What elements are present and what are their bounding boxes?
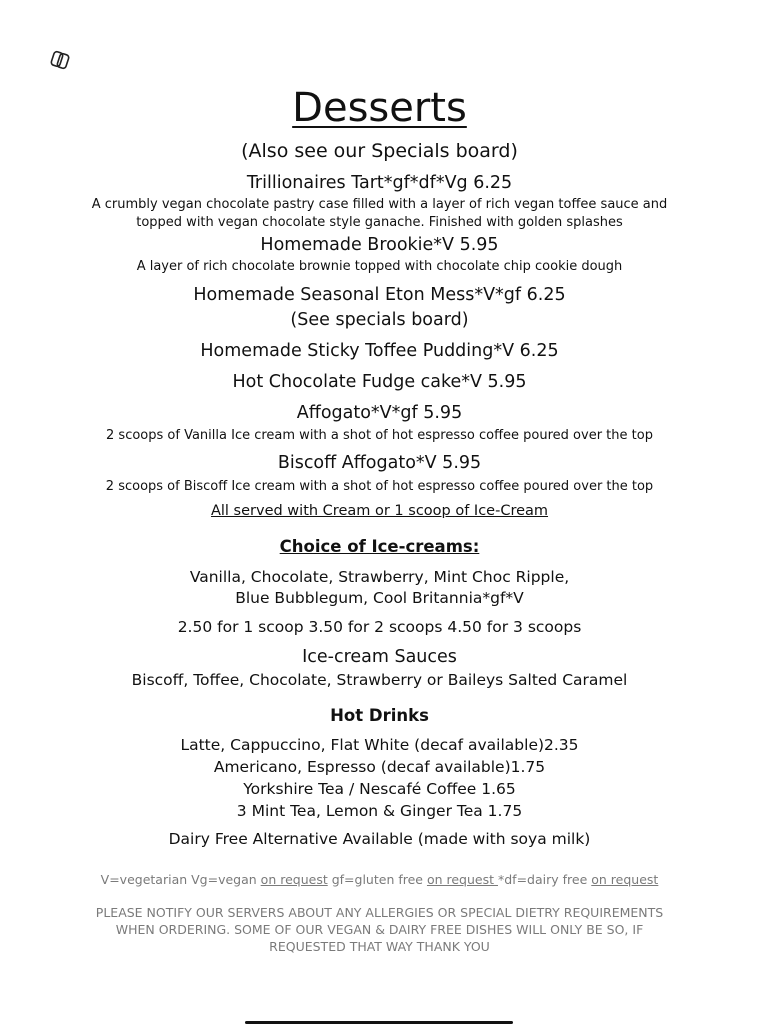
ice-cream-heading: Choice of Ice-creams: [279,537,480,556]
menu-item-note: (See specials board) [290,310,469,330]
hot-drink-line: Latte, Cappuccino, Flat White (decaf available)2.35 [180,736,579,754]
allergy-notice-line: REQUESTED THAT WAY THANK YOU [269,939,490,954]
menu-item-description: A crumbly vegan chocolate pastry case filled with a layer of rich vegan toffee sauce and [91,197,668,212]
menu-item-name: Homemade Sticky Toffee Pudding*V 6.25 [200,341,559,361]
dairy-free-note: Dairy Free Alternative Available (made with soya milk) [168,830,591,848]
legend-text: V=vegetarian Vg=vegan [100,872,261,887]
menu-item-name: Trillionaires Tart*gf*df*Vg 6.25 [246,173,513,193]
allergy-notice-line: WHEN ORDERING. SOME OF OUR VEGAN & DAIRY FREE DISHES WILL ONLY BE SO, IF [115,922,644,937]
hot-drink-line: 3 Mint Tea, Lemon & Ginger Tea 1.75 [236,802,523,820]
menu-item-name: Affogato*V*gf 5.95 [296,403,463,423]
dietary-legend [0,871,759,888]
menu-item-description: topped with vegan chocolate style ganache. Finished with golden splashes [136,215,623,230]
page-title: Desserts [292,85,467,131]
ice-cream-flavours: Vanilla, Chocolate, Strawberry, Mint Choc Ripple, [189,568,570,586]
legend-on-request: on request [591,872,659,887]
ice-cream-flavours: Blue Bubblegum, Cool Britannia*gf*V [235,589,524,607]
copilot-icon[interactable] [50,50,70,70]
menu-item-name: Homemade Seasonal Eton Mess*V*gf 6.25 [193,285,566,305]
menu-item-description: 2 scoops of Vanilla Ice cream with a shot of hot espresso coffee poured over the top [106,428,653,443]
sauces-heading: Ice-cream Sauces [302,647,457,667]
legend-on-request: on request [260,872,328,887]
hot-drinks-heading: Hot Drinks [330,706,429,725]
sauces-list: Biscoff, Toffee, Chocolate, Strawberry or Baileys Salted Caramel [131,671,628,689]
allergy-notice-line: PLEASE NOTIFY OUR SERVERS ABOUT ANY ALLERGIES OR SPECIAL DIETRY REQUIREMENTS [95,905,664,920]
ice-cream-prices: 2.50 for 1 scoop 3.50 for 2 scoops 4.50 for 3 scoops [177,618,582,636]
menu-item-name: Biscoff Affogato*V 5.95 [277,453,482,473]
hot-drink-line: Yorkshire Tea / Nescafé Coffee 1.65 [243,780,516,798]
served-with-note: All served with Cream or 1 scoop of Ice-Cream [210,503,549,519]
page-subtitle: (Also see our Specials board) [241,140,518,162]
menu-item-name: Hot Chocolate Fudge cake*V 5.95 [232,372,527,392]
menu-item-name: Homemade Brookie*V 5.95 [260,235,499,255]
legend-text: gf=gluten free [327,872,427,887]
legend-on-request: on request [426,872,498,887]
menu-item-description: A layer of rich chocolate brownie topped with chocolate chip cookie dough [136,259,623,274]
legend-text: *df=dairy free [498,872,592,887]
menu-item-description: 2 scoops of Biscoff Ice cream with a shot of hot espresso coffee poured over the top [105,479,654,494]
hot-drink-line: Americano, Espresso (decaf available)1.75 [213,758,546,776]
